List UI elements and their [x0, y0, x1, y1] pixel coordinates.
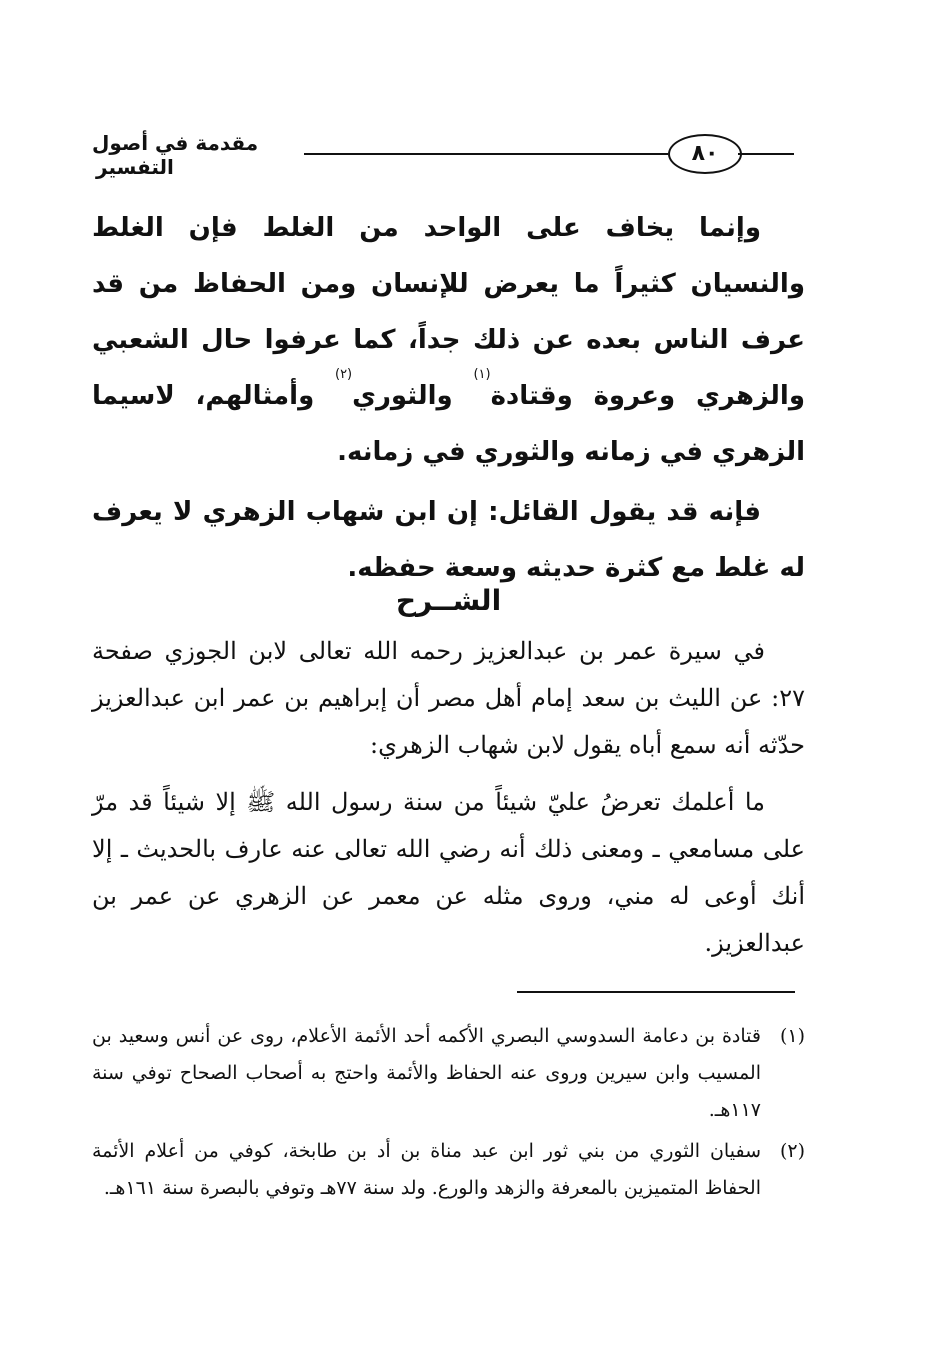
main-paragraph-1-text: وإنما يخاف على الواحد من الغلط فإن الغلط والنسيان كثيراً ما يعرض للإنسان ومن الحفاظ من قد عرف الناس بعده عن ذلك جداً، كما عرفوا حال الشعبي والزهري وعروة وقتادة: [92, 213, 805, 411]
footnote-1: [92, 1018, 805, 1129]
main-paragraph-1-text-2: والثوري: [352, 381, 474, 411]
footnote-text: سفيان الثوري من بني ثور ابن عبد مناة بن أد بن طابخة، كوفي من أعلام الأئمة الحفاظ المتميزين بالمعرفة والزهد والورع. ولد سنة ٧٧هـ وتوفي بالبصرة سنة ١٦١هـ.: [92, 1140, 761, 1199]
footnote-separator: [517, 991, 795, 993]
running-title-text: مقدمة في أصول التفسير: [92, 131, 262, 179]
running-title: [86, 131, 304, 179]
footnote-number: (١): [779, 1025, 805, 1047]
commentary-paragraph-2: ما أعلمك تعرضُ عليّ شيئاً من سنة رسول الله ﷺ إلا شيئاً قد مرّ على مسامعي ـ ومعنى ذلك أنه رضي الله تعالى عنه عارف بالحديث ـ إلا أنك أوعى له مني، وروى مثله عن معمر عن الزهري عن عمر بن عبدالعزيز.: [92, 788, 805, 957]
header-rule-right: [738, 153, 794, 155]
footnote-ref-1[interactable]: (١): [473, 367, 491, 382]
main-paragraph-1-text-3: وأمثالهم، لاسيما الزهري في زمانه والثوري في زمانه.: [92, 381, 805, 467]
footnote-2: [92, 1133, 805, 1207]
main-paragraph-2: فإنه قد يقول القائل: إن ابن شهاب الزهري لا يعرف له غلط مع كثرة حديثه وسعة حفظه.: [92, 497, 805, 583]
footnotes: [92, 1018, 805, 1207]
footnote-ref-2[interactable]: (٢): [334, 367, 353, 382]
commentary-paragraph-1: في سيرة عمر بن عبدالعزيز رحمه الله تعالى لابن الجوزي صفحة ٢٧: عن الليث بن سعد إمام أهل مصر أن إبراهيم بن عمر ابن عبدالعزيز حدّثه أنه سمع أباه يقول لابن شهاب الزهري:: [92, 637, 806, 759]
page-number: ٨٠: [668, 134, 742, 174]
commentary: [92, 628, 805, 967]
page-header: [86, 128, 806, 178]
main-paragraph-1: [92, 200, 805, 480]
footnote-number: (٢): [779, 1140, 805, 1162]
footnote-text: قتادة بن دعامة السدوسي البصري الأكمه أحد الأئمة الأعلام، روى عن أنس وسعيد بن المسيب وابن سيرين وروى عنه الحفاظ والأئمة واحتج به أصحاب الصحاح توفي سنة ١١٧هـ.: [92, 1025, 761, 1121]
main-text: [92, 200, 805, 596]
sharh-heading: الشــرح: [395, 584, 502, 617]
